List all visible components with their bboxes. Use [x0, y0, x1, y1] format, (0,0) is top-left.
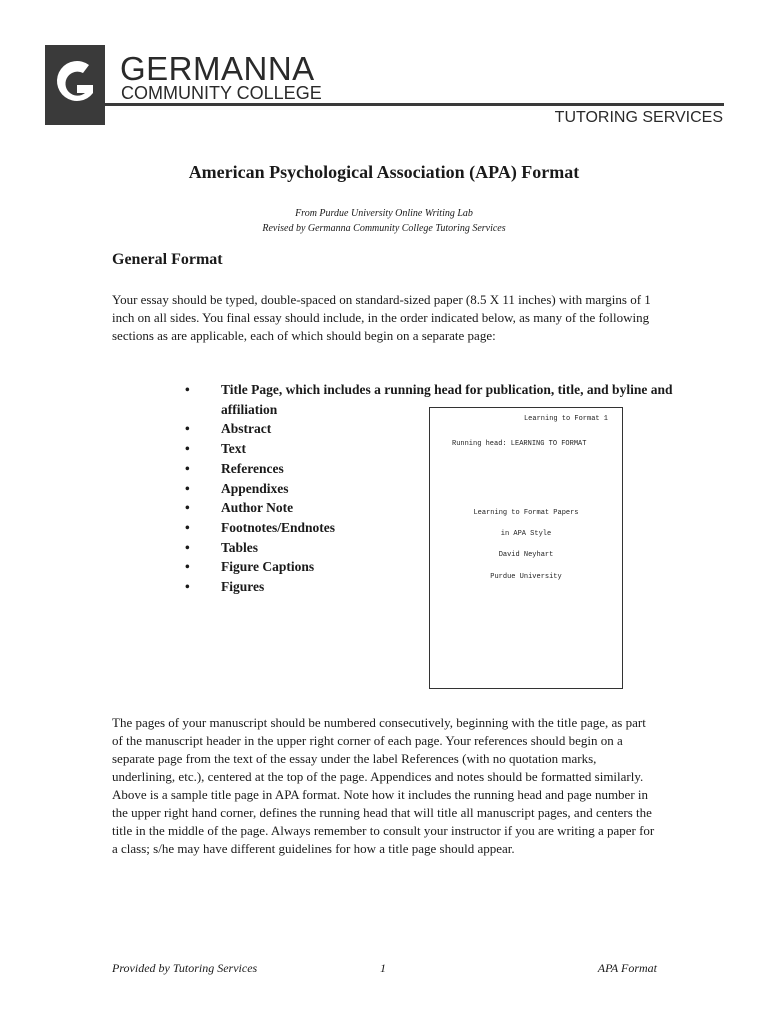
- college-name: GERMANNA: [120, 50, 315, 87]
- credit-line-revised: Revised by Germanna Community College Tutoring Services: [262, 223, 506, 234]
- sample-title-line: Learning to Format Papers: [473, 509, 579, 517]
- list-item: • Footnotes/Endnotes: [185, 519, 336, 535]
- college-logo-mark: [45, 45, 105, 125]
- sample-author: David Neyhart: [498, 551, 554, 559]
- list-item: • References: [185, 460, 284, 476]
- department-name: TUTORING SERVICES: [554, 109, 723, 126]
- list-item: • Author Note: [185, 500, 294, 516]
- sample-title-page: [429, 407, 623, 689]
- list-item: • Tables: [185, 539, 259, 555]
- sample-title-line: in APA Style: [500, 530, 552, 538]
- header-rule: [105, 103, 724, 106]
- footer-right: APA Format: [597, 961, 657, 975]
- intro-paragraph: Your essay should be typed, double-spaced on standard-sized paper (8.5 X 11 inches) with margins of 1 inch on all sides. You final essay should include, in the order indicated below, as many of the following sections as are applicable, each of which should begin on a separate page:: [112, 292, 651, 343]
- page-number: 1: [380, 961, 386, 975]
- list-item: • Title Page, which includes a running head for publication, title, and byline and affiliation: [185, 382, 673, 417]
- list-item: • Abstract: [185, 421, 272, 437]
- section-heading: General Format: [112, 251, 223, 268]
- list-item: • Text: [185, 441, 247, 457]
- college-subtitle: COMMUNITY COLLEGE: [121, 83, 322, 103]
- sample-affiliation: Purdue University: [490, 573, 562, 581]
- sample-header: Learning to Format 1: [523, 415, 608, 423]
- list-item: • Appendixes: [185, 480, 289, 496]
- list-item: • Figures: [185, 579, 265, 595]
- list-item: • Figure Captions: [185, 559, 315, 575]
- credit-line-source: From Purdue University Online Writing Lab: [295, 208, 473, 219]
- g-logo-icon: [45, 45, 105, 125]
- document-title: American Psychological Association (APA) Format: [188, 162, 580, 182]
- footer-left: Provided by Tutoring Services: [112, 961, 258, 975]
- sample-running-head: Running head: LEARNING TO FORMAT: [452, 440, 587, 448]
- body-paragraph: The pages of your manuscript should be numbered consecutively, beginning with the title page, as part of the manuscript header in the upper right corner of each page. Your references should begin on a separate page from the text of the essay under the label References (with no quotation marks, underlining, etc.), centered at the top of the page. Appendices and notes should be formatted similarly. Above is a sample title page in APA format. Note how it includes the running head and page number in the upper right hand corner, defines the running head that will title all manuscript pages, and centers the title in the middle of the page. Always remember to consult your instructor if you are writing a paper for a class; s/he may have different guidelines for how a title page should appear.: [112, 715, 655, 856]
